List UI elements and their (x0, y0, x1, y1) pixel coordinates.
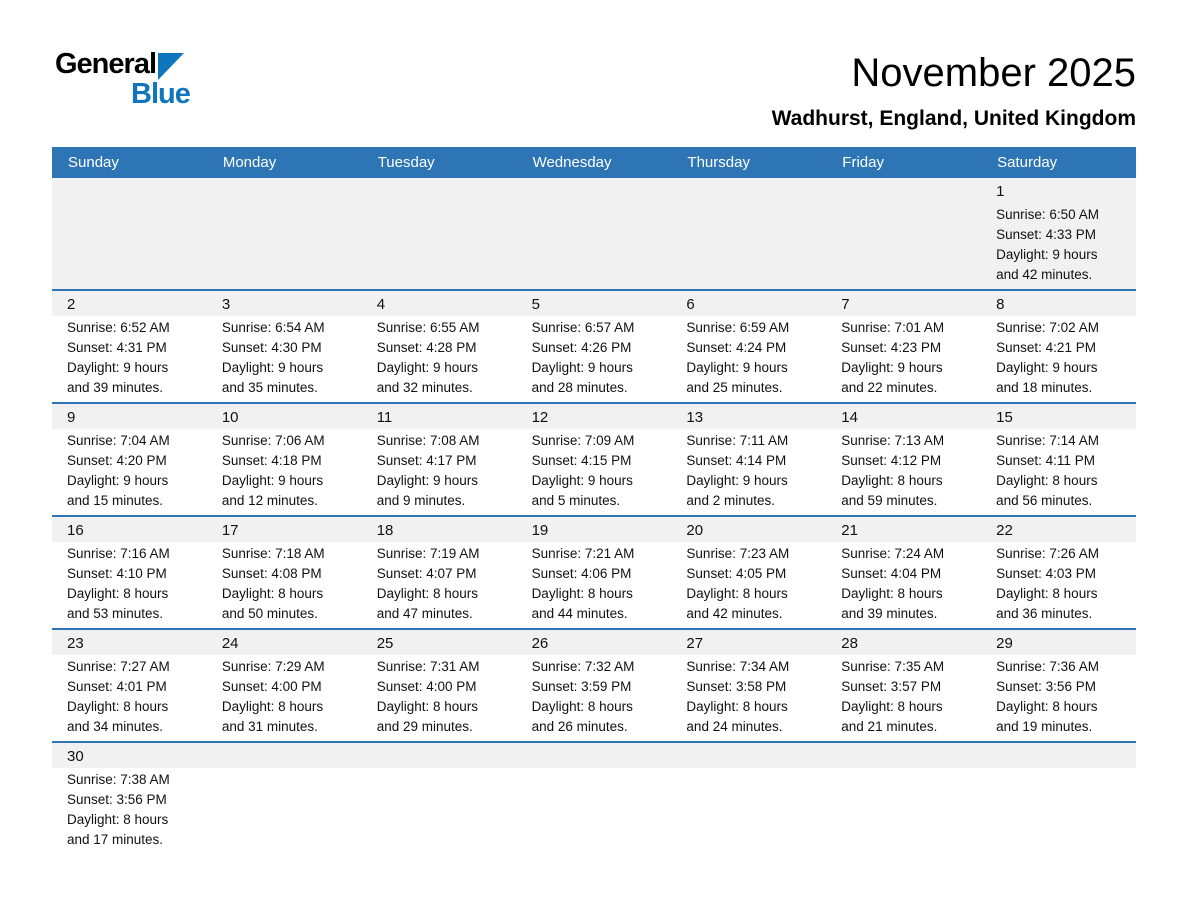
weekday-header-saturday: Saturday (997, 154, 1058, 172)
day-cell-28 (826, 630, 981, 741)
sunset-text: Sunset: 4:31 PM (67, 340, 167, 356)
sunset-text: Sunset: 4:00 PM (221, 679, 322, 695)
day-cell-8 (981, 291, 1136, 402)
daylight-text-line2: and 21 minutes. (841, 719, 938, 735)
day-cell-26 (517, 630, 672, 741)
sunset-text: Sunset: 4:24 PM (686, 340, 787, 356)
daylight-text-line2: and 42 minutes. (996, 267, 1093, 283)
day-number: 14 (841, 409, 858, 427)
sunrise-text: Sunrise: 7:13 AM (841, 433, 945, 449)
day-number: 28 (841, 635, 858, 653)
daylight-text-line2: and 44 minutes. (531, 606, 628, 622)
sunset-text: Sunset: 3:59 PM (531, 679, 632, 695)
day-cell-20 (671, 517, 826, 628)
daylight-text-line1: Daylight: 8 hours (996, 586, 1098, 602)
sunrise-text: Sunrise: 7:01 AM (841, 320, 945, 336)
logo-text-blue: Blue (131, 78, 190, 110)
daylight-text-line2: and 5 minutes. (531, 493, 621, 509)
day-cell-16 (52, 517, 207, 628)
week-row-5 (52, 628, 1136, 741)
empty-day-cell (362, 743, 517, 854)
daylight-text-line2: and 18 minutes. (996, 380, 1093, 396)
daylight-text-line2: and 24 minutes. (686, 719, 783, 735)
sunrise-text: Sunrise: 7:02 AM (996, 320, 1099, 336)
daylight-text-line1: Daylight: 8 hours (841, 699, 943, 715)
daylight-text-line2: and 50 minutes. (221, 606, 318, 622)
sunset-text: Sunset: 4:30 PM (221, 340, 322, 356)
sunrise-text: Sunrise: 7:32 AM (531, 659, 635, 675)
day-number: 15 (996, 409, 1013, 427)
daylight-text-line2: and 34 minutes. (67, 719, 164, 735)
sunset-text: Sunset: 4:03 PM (996, 566, 1096, 582)
sunset-text: Sunset: 3:57 PM (841, 679, 942, 695)
sunset-text: Sunset: 4:23 PM (841, 340, 942, 356)
day-cell-10 (207, 404, 362, 515)
sunrise-text: Sunrise: 7:34 AM (686, 659, 790, 675)
sunset-text: Sunset: 4:18 PM (221, 453, 322, 469)
daylight-text-line1: Daylight: 8 hours (221, 586, 324, 602)
sunrise-text: Sunrise: 7:21 AM (531, 546, 635, 562)
daylight-text-line2: and 9 minutes. (376, 493, 466, 509)
day-cell-29 (981, 630, 1136, 741)
day-cell-1 (981, 178, 1136, 289)
daylight-text-line1: Daylight: 9 hours (221, 473, 324, 489)
day-cell-22 (981, 517, 1136, 628)
daylight-text-line2: and 56 minutes. (996, 493, 1093, 509)
daylight-text-line1: Daylight: 8 hours (686, 699, 788, 715)
day-number: 27 (686, 635, 704, 653)
daylight-text-line1: Daylight: 9 hours (67, 360, 169, 376)
empty-day-cell (826, 743, 981, 854)
daylight-text-line1: Daylight: 8 hours (686, 586, 788, 602)
day-number: 24 (221, 635, 239, 653)
sunrise-text: Sunrise: 7:11 AM (686, 433, 789, 449)
sunset-text: Sunset: 3:58 PM (686, 679, 787, 695)
daylight-text-line1: Daylight: 8 hours (996, 699, 1098, 715)
sunrise-text: Sunrise: 7:29 AM (221, 659, 325, 675)
day-number: 13 (686, 409, 704, 427)
daylight-text-line2: and 31 minutes. (221, 719, 318, 735)
day-cell-4 (362, 291, 517, 402)
sunset-text: Sunset: 4:08 PM (221, 566, 322, 582)
sunrise-text: Sunrise: 6:57 AM (531, 320, 635, 336)
sunset-text: Sunset: 4:26 PM (531, 340, 632, 356)
sunrise-text: Sunrise: 7:24 AM (841, 546, 945, 562)
day-number: 20 (686, 522, 704, 540)
day-cell-18 (362, 517, 517, 628)
page-subtitle: Wadhurst, England, United Kingdom (771, 107, 1136, 130)
daylight-text-line1: Daylight: 9 hours (531, 360, 633, 376)
day-number: 25 (376, 635, 394, 653)
day-cell-5 (517, 291, 672, 402)
sunrise-text: Sunrise: 6:50 AM (996, 207, 1099, 223)
day-cell-13 (671, 404, 826, 515)
day-cell-25 (362, 630, 517, 741)
sunrise-text: Sunrise: 7:18 AM (221, 546, 325, 562)
sunset-text: Sunset: 4:17 PM (376, 453, 477, 469)
sunrise-text: Sunrise: 7:04 AM (67, 433, 170, 449)
day-cell-23 (52, 630, 207, 741)
empty-day-cell (52, 178, 207, 289)
day-number: 22 (996, 522, 1013, 540)
daylight-text-line2: and 59 minutes. (841, 493, 938, 509)
daylight-text-line1: Daylight: 9 hours (996, 360, 1098, 376)
daylight-text-line2: and 32 minutes. (376, 380, 473, 396)
daylight-text-line1: Daylight: 8 hours (67, 586, 169, 602)
page-header (0, 0, 1188, 131)
empty-day-cell (517, 178, 672, 289)
day-number: 11 (376, 409, 393, 427)
day-number: 19 (531, 522, 549, 540)
day-number: 8 (996, 296, 1005, 314)
day-number: 16 (67, 522, 84, 540)
day-cell-17 (207, 517, 362, 628)
daylight-text-line1: Daylight: 9 hours (67, 473, 169, 489)
daylight-text-line1: Daylight: 8 hours (841, 473, 943, 489)
daylight-text-line2: and 19 minutes. (996, 719, 1093, 735)
sunrise-text: Sunrise: 6:55 AM (376, 320, 480, 336)
daylight-text-line2: and 39 minutes. (67, 380, 164, 396)
weekday-header-thursday: Thursday (687, 154, 750, 172)
daylight-text-line2: and 53 minutes. (67, 606, 164, 622)
sunset-text: Sunset: 4:20 PM (67, 453, 167, 469)
sunset-text: Sunset: 4:06 PM (531, 566, 632, 582)
sunset-text: Sunset: 4:14 PM (686, 453, 787, 469)
week-row-2 (52, 289, 1136, 402)
sunrise-text: Sunrise: 6:59 AM (686, 320, 790, 336)
sunset-text: Sunset: 3:56 PM (67, 792, 167, 808)
weekday-header-friday: Friday (842, 154, 884, 172)
sunrise-text: Sunrise: 7:26 AM (996, 546, 1099, 562)
day-number: 3 (221, 296, 231, 314)
day-cell-7 (826, 291, 981, 402)
calendar-weeks (52, 178, 1136, 854)
day-cell-11 (362, 404, 517, 515)
day-number: 26 (531, 635, 549, 653)
daylight-text-line1: Daylight: 8 hours (996, 473, 1098, 489)
day-cell-3 (207, 291, 362, 402)
daylight-text-line2: and 12 minutes. (221, 493, 318, 509)
day-number: 5 (531, 296, 540, 314)
empty-day-cell (362, 178, 517, 289)
daylight-text-line2: and 15 minutes. (67, 493, 164, 509)
sunset-text: Sunset: 4:01 PM (67, 679, 167, 695)
daylight-text-line1: Daylight: 9 hours (686, 360, 788, 376)
daylight-text-line1: Daylight: 9 hours (376, 360, 479, 376)
sunset-text: Sunset: 4:11 PM (996, 453, 1095, 469)
empty-day-cell (517, 743, 672, 854)
empty-day-cell (671, 178, 826, 289)
week-row-1 (52, 178, 1136, 289)
day-number: 17 (221, 522, 239, 540)
day-number: 7 (841, 296, 850, 314)
week-row-4 (52, 515, 1136, 628)
day-cell-19 (517, 517, 672, 628)
daylight-text-line1: Daylight: 9 hours (996, 247, 1098, 263)
day-number: 6 (686, 296, 695, 314)
day-cell-9 (52, 404, 207, 515)
daylight-text-line2: and 25 minutes. (686, 380, 783, 396)
day-cell-24 (207, 630, 362, 741)
weekday-header-sunday: Sunday (68, 154, 119, 172)
day-number: 29 (996, 635, 1013, 653)
weekday-header-tuesday: Tuesday (377, 154, 435, 172)
calendar-grid (52, 147, 1136, 854)
daylight-text-line2: and 28 minutes. (531, 380, 628, 396)
sunrise-text: Sunrise: 7:27 AM (67, 659, 170, 675)
daylight-text-line1: Daylight: 8 hours (67, 699, 169, 715)
weekday-header-monday: Monday (222, 154, 277, 172)
daylight-text-line2: and 17 minutes. (67, 832, 164, 848)
day-number: 21 (841, 522, 858, 540)
week-row-6 (52, 741, 1136, 854)
daylight-text-line1: Daylight: 8 hours (67, 812, 169, 828)
empty-day-cell (671, 743, 826, 854)
daylight-text-line2: and 26 minutes. (531, 719, 628, 735)
daylight-text-line2: and 2 minutes. (686, 493, 775, 509)
day-number: 12 (531, 409, 549, 427)
day-number: 9 (67, 409, 76, 427)
day-number: 2 (67, 296, 76, 314)
sunrise-text: Sunrise: 7:35 AM (841, 659, 945, 675)
daylight-text-line1: Daylight: 8 hours (221, 699, 324, 715)
sunrise-text: Sunrise: 7:08 AM (376, 433, 480, 449)
sunrise-text: Sunrise: 7:19 AM (376, 546, 480, 562)
sunrise-text: Sunrise: 7:31 AM (376, 659, 480, 675)
daylight-text-line1: Daylight: 9 hours (686, 473, 788, 489)
sunset-text: Sunset: 4:04 PM (841, 566, 942, 582)
empty-day-cell (981, 743, 1136, 854)
sunrise-text: Sunrise: 7:06 AM (221, 433, 325, 449)
day-cell-12 (517, 404, 672, 515)
daylight-text-line1: Daylight: 8 hours (376, 699, 479, 715)
daylight-text-line2: and 47 minutes. (376, 606, 473, 622)
sunset-text: Sunset: 4:07 PM (376, 566, 477, 582)
day-number: 10 (221, 409, 239, 427)
daylight-text-line1: Daylight: 8 hours (841, 586, 943, 602)
day-cell-14 (826, 404, 981, 515)
sunrise-text: Sunrise: 7:38 AM (67, 772, 170, 788)
daylight-text-line1: Daylight: 9 hours (376, 473, 479, 489)
daylight-text-line1: Daylight: 9 hours (221, 360, 324, 376)
day-cell-2 (52, 291, 207, 402)
day-cell-21 (826, 517, 981, 628)
weekday-header-wednesday: Wednesday (532, 154, 612, 172)
day-number: 23 (67, 635, 84, 653)
sunrise-text: Sunrise: 7:09 AM (531, 433, 635, 449)
empty-day-cell (207, 178, 362, 289)
daylight-text-line1: Daylight: 8 hours (376, 586, 479, 602)
daylight-text-line2: and 35 minutes. (221, 380, 318, 396)
day-number: 1 (996, 183, 1005, 201)
daylight-text-line2: and 39 minutes. (841, 606, 938, 622)
sunset-text: Sunset: 4:12 PM (841, 453, 942, 469)
day-cell-15 (981, 404, 1136, 515)
daylight-text-line2: and 22 minutes. (841, 380, 938, 396)
day-number: 30 (67, 748, 84, 766)
sunset-text: Sunset: 3:56 PM (996, 679, 1096, 695)
day-number: 18 (376, 522, 394, 540)
sunrise-text: Sunrise: 7:14 AM (996, 433, 1099, 449)
sunrise-text: Sunrise: 7:23 AM (686, 546, 790, 562)
day-cell-6 (671, 291, 826, 402)
daylight-text-line1: Daylight: 9 hours (841, 360, 943, 376)
logo-text-general: General (55, 48, 156, 80)
day-number: 4 (376, 296, 386, 314)
daylight-text-line2: and 36 minutes. (996, 606, 1093, 622)
daylight-text-line1: Daylight: 8 hours (531, 699, 633, 715)
sunset-text: Sunset: 4:15 PM (531, 453, 632, 469)
day-cell-27 (671, 630, 826, 741)
sunrise-text: Sunrise: 6:52 AM (67, 320, 170, 336)
sunrise-text: Sunrise: 7:36 AM (996, 659, 1099, 675)
sunset-text: Sunset: 4:28 PM (376, 340, 477, 356)
sunrise-text: Sunrise: 6:54 AM (221, 320, 325, 336)
sunset-text: Sunset: 4:00 PM (376, 679, 477, 695)
sunset-text: Sunset: 4:10 PM (67, 566, 167, 582)
day-cell-30 (52, 743, 207, 854)
week-row-3 (52, 402, 1136, 515)
daylight-text-line1: Daylight: 9 hours (531, 473, 633, 489)
daylight-text-line2: and 29 minutes. (376, 719, 473, 735)
page-title: November 2025 (851, 51, 1136, 95)
daylight-text-line2: and 42 minutes. (686, 606, 783, 622)
sunset-text: Sunset: 4:21 PM (996, 340, 1096, 356)
sunrise-text: Sunrise: 7:16 AM (67, 546, 170, 562)
empty-day-cell (207, 743, 362, 854)
empty-day-cell (826, 178, 981, 289)
general-blue-logo (55, 50, 190, 109)
daylight-text-line1: Daylight: 8 hours (531, 586, 633, 602)
weekday-header-row (52, 147, 1136, 178)
sunset-text: Sunset: 4:33 PM (996, 227, 1096, 243)
sunset-text: Sunset: 4:05 PM (686, 566, 787, 582)
title-block (772, 50, 1136, 131)
